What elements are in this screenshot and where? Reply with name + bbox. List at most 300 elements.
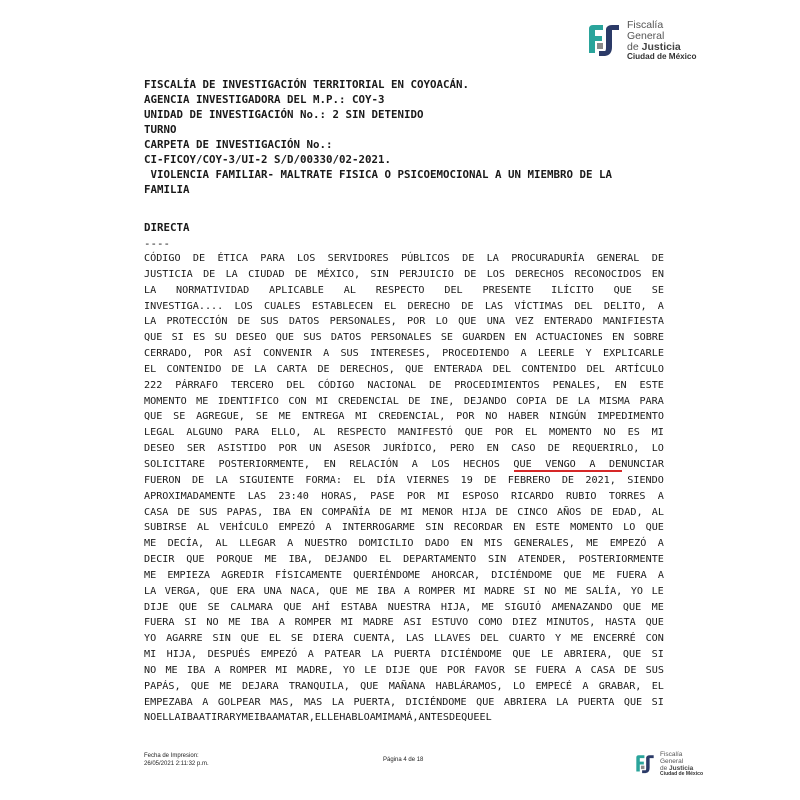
word: QUE (186, 554, 205, 566)
section-separator: ---- (144, 237, 171, 250)
word: EN (612, 332, 625, 344)
word: ENTREGA (301, 411, 345, 423)
word: HABLÁRAMOS, (435, 680, 503, 692)
fiscalia-logo-top (585, 20, 696, 62)
word: FUERON (144, 474, 181, 486)
word: FÍSICAMENTE (274, 569, 343, 581)
logo-small-line-1: Fiscalía (660, 751, 683, 758)
word: EN (512, 522, 526, 534)
word: LLAVES (433, 633, 471, 645)
header-line: FISCALÍA DE INVESTIGACIÓN TERRITORIAL EN COYOACÁN. (144, 78, 470, 91)
word: ME (144, 538, 157, 550)
word: COMPAÑÍA (321, 506, 371, 518)
word: ME (241, 712, 254, 724)
word: COPIA (516, 395, 547, 407)
word: LA (144, 284, 157, 296)
word: DICIÉNDOME (405, 696, 467, 708)
word: PATEAR (324, 649, 361, 661)
word: MI (651, 427, 664, 439)
word: POR (446, 664, 466, 676)
word: QUE (512, 649, 531, 661)
logo-small-line-3-bold: Justicia (669, 764, 694, 772)
word: ASISTIDO (217, 443, 267, 455)
word: PUERTA (393, 649, 431, 661)
word: PUERTA, (353, 696, 397, 708)
statement-line (144, 489, 664, 505)
word: MANIFESTÓ (397, 427, 453, 439)
word: PORQUE (216, 554, 253, 566)
word: CASA (144, 506, 169, 518)
word: HABER (508, 411, 539, 423)
word: EMPEZABA (144, 696, 193, 708)
word: NACA, (290, 585, 321, 597)
word: CÓDIGO (144, 253, 181, 264)
word: MAÑANA (388, 680, 426, 692)
statement-line (144, 473, 664, 489)
word: YO (630, 585, 644, 597)
word: QUE (178, 601, 198, 613)
word: QUE (275, 332, 295, 344)
word: LOS (486, 268, 505, 280)
word: ESTE (639, 379, 664, 391)
fiscalia-logo-bottom (634, 752, 703, 778)
word: SERVIDORES (327, 253, 389, 264)
word: PERSONALES, (329, 316, 397, 328)
word: DIEZ (512, 617, 537, 629)
word: ESTABLECEN (311, 300, 373, 312)
word: IBA (180, 712, 199, 724)
header-line: TURNO (144, 123, 177, 136)
word: SI (523, 585, 536, 597)
logo-line-4: Ciudad de México (627, 52, 697, 62)
word: AL (313, 427, 326, 439)
word: ERA (236, 585, 256, 597)
word: EL (314, 712, 327, 724)
word: A (278, 617, 285, 629)
word: MADRE, (297, 664, 334, 676)
word: LOS (297, 253, 316, 264)
print-date-label: Fecha de Impresion: (144, 753, 199, 759)
header-line: CI-FICOY/COY-3/UI-2 S/D/00330/02-2021. (144, 153, 392, 166)
word: PERSONALES (370, 332, 432, 344)
word: ME (592, 569, 606, 581)
word: INTERROGARME (341, 522, 415, 534)
word: DERECHO (407, 300, 451, 312)
word: EL (144, 363, 157, 375)
word: ME (228, 617, 241, 629)
word: SE (290, 633, 304, 645)
word: ATENDER, (518, 554, 567, 566)
word: CIUDAD (248, 268, 285, 280)
word: GRABAR, (598, 680, 642, 692)
word: HIJA, (440, 601, 472, 613)
word: GUARDEN (462, 332, 505, 344)
word: NO (144, 664, 157, 676)
word: MI (355, 411, 368, 423)
word: ACTUACIONES (535, 332, 603, 344)
word: POR (278, 443, 297, 455)
word: MANIFIESTA (602, 316, 664, 328)
word: MAMÁ, (388, 712, 419, 724)
word: CASO (511, 443, 536, 455)
word: MIS (484, 538, 503, 550)
word: DADO (424, 538, 450, 550)
word: POR (456, 411, 475, 423)
word: VERGA, (164, 585, 202, 597)
word: DEL (586, 363, 605, 375)
word: AMENAZANDO (551, 601, 613, 613)
header-line: CARPETA DE INVESTIGACIÓN No.: (144, 138, 333, 151)
word: EMPEZÓ (278, 522, 316, 534)
word: EN (460, 538, 473, 550)
page-number: Página 4 de 18 (383, 757, 424, 763)
word: LA (254, 363, 267, 375)
word: POSTERIORMENTE, (218, 458, 310, 470)
word: DE (231, 363, 244, 375)
word: SU (214, 332, 227, 344)
word: CUENTA, (353, 633, 396, 645)
word: LA (144, 316, 157, 328)
word: EDAD, (612, 506, 643, 518)
word: DIERA (312, 633, 344, 645)
word: ROMPER (418, 585, 456, 597)
word: LA (144, 585, 157, 597)
word: SIN (487, 554, 507, 566)
word: FAVOR (474, 664, 505, 676)
word: HASTA (605, 617, 636, 629)
word: SE (207, 601, 220, 613)
word: CARTA (276, 363, 308, 375)
fgj-emblem-icon (634, 754, 656, 775)
logo-line-2: General (627, 30, 665, 43)
word: A (411, 458, 418, 470)
logo-wordmark-small (660, 752, 703, 778)
word: PARA (260, 253, 285, 264)
word: QUE (144, 332, 163, 344)
word: QUE (360, 680, 379, 692)
word: MISMA (599, 395, 630, 407)
word: A (323, 348, 330, 360)
word: IBA, (288, 554, 313, 566)
word: QUE (563, 569, 582, 581)
word: CUARTO (508, 633, 546, 645)
word: SE (255, 411, 268, 423)
word: CONTENIDO (166, 363, 222, 375)
word: DE (379, 506, 392, 518)
word: PROTECCIÓN (166, 316, 228, 328)
word: DE (556, 395, 569, 407)
word: HIJA (462, 506, 487, 518)
word: EL (524, 427, 538, 439)
word: MAS, (270, 696, 295, 708)
word: A (287, 538, 294, 550)
word: TRANQUILA, (288, 680, 350, 692)
word: APLICABLE (269, 284, 324, 296)
word: NO (544, 585, 557, 597)
word: MATAR, (278, 712, 315, 724)
word: NORMATIVIDAD (176, 284, 250, 296)
word: DE (317, 363, 330, 375)
word: LA (215, 474, 228, 486)
word: SOBRE (633, 332, 664, 344)
word: LAS (405, 633, 425, 645)
word: EN (614, 379, 627, 391)
word: LO (435, 316, 448, 328)
word: MADRE (484, 585, 515, 597)
word: DE (547, 443, 560, 455)
word: ME (481, 601, 495, 613)
word: EMPEZÓ (260, 649, 298, 661)
word: QUE (645, 522, 664, 534)
word: NUESTRO (304, 538, 348, 550)
word: DESPUÉS (207, 649, 251, 661)
word: A (202, 696, 209, 708)
statement-line (144, 267, 664, 283)
word: DESEO (235, 332, 267, 344)
word: A (325, 522, 332, 534)
word: SIN (370, 268, 389, 280)
word: PERJUICIO (399, 268, 454, 280)
word: TERCERO (230, 379, 274, 391)
word: DICIÉNDOME (440, 649, 502, 661)
word: IBA (272, 506, 291, 518)
word: NINGÚN (549, 411, 587, 423)
word: Y (585, 348, 592, 360)
word: INTERESES, (369, 348, 431, 360)
word: PASE (370, 490, 395, 502)
word: QUE (613, 284, 632, 296)
word: EL (384, 300, 397, 312)
word: AGREDIR (221, 569, 264, 581)
word: VEZ (515, 316, 534, 328)
logo-line-1: Fiscalía (627, 19, 664, 31)
logo-wordmark (627, 20, 696, 62)
statement-line (144, 552, 664, 568)
word: GENERAL (596, 253, 640, 264)
word: DESEO (144, 443, 175, 455)
word: EMPEZÓ (609, 538, 647, 550)
word: CON (288, 395, 307, 407)
word: PAPAS, (226, 506, 264, 518)
section-title: DIRECTA (144, 221, 190, 234)
word: PERO (449, 443, 475, 455)
word: UNA (263, 585, 282, 597)
statement-line (144, 600, 664, 616)
word: CALMARA (230, 601, 273, 613)
word: EL (156, 712, 169, 724)
word: DE (237, 316, 250, 328)
word: POR (204, 348, 223, 360)
word: LA (225, 268, 238, 280)
case-header (144, 77, 664, 197)
word: VÍCTIMAS (514, 300, 564, 312)
word: ME (278, 411, 291, 423)
word: DE (294, 268, 308, 280)
word: VENGO (545, 458, 576, 470)
statement-line (144, 425, 664, 441)
word: DIJE (385, 664, 411, 676)
word: A (520, 348, 527, 360)
word: EXPLICARLE (602, 348, 664, 360)
word: ESPOSO (462, 490, 499, 502)
word: NUESTRA (387, 601, 431, 613)
word: LEERLE (537, 348, 575, 360)
word: DERECHOS, (339, 363, 395, 375)
word: LAS (484, 300, 504, 312)
word: EL (268, 633, 282, 645)
word: DE (429, 379, 442, 391)
word: CASA (590, 664, 615, 676)
word: RECONOCIDOS (574, 268, 642, 280)
word: IBA (377, 585, 396, 597)
word: AGREGUE, (196, 411, 245, 423)
word: DE (590, 506, 603, 518)
print-date-block (144, 752, 209, 768)
word: MADRE (363, 617, 394, 629)
statement-line (144, 299, 664, 315)
header-line: AGENCIA INVESTIGADORA DEL M.P.: COY-3 (144, 93, 385, 106)
word: SOLICITARE (144, 458, 205, 470)
word: PAPÁS, (144, 680, 181, 692)
word: A (657, 569, 664, 581)
word: JURÍDICO, (382, 443, 438, 455)
word: UNA (486, 316, 505, 328)
word: DEL (286, 379, 305, 391)
word: DOMICILIO (358, 538, 414, 550)
word: CUALES (264, 300, 301, 312)
word: DIJE (144, 601, 169, 613)
word: CON (645, 633, 664, 645)
word: CONTENIDO (521, 363, 577, 375)
print-date-value: 26/05/2021 2:11:32 p.m. (144, 761, 209, 767)
word: A (657, 490, 664, 502)
word: FUERA (535, 664, 567, 676)
statement-line (144, 568, 664, 584)
word: AL (196, 522, 210, 534)
word: TIRAR (205, 712, 236, 724)
word: SUS (645, 664, 664, 676)
statement-line (144, 314, 664, 330)
word: APROXIMADAMENTE (144, 490, 236, 502)
word: A (369, 712, 376, 724)
word: LA (331, 696, 344, 708)
word: QUE (209, 585, 229, 597)
word: LE (541, 649, 554, 661)
word: ME (165, 664, 178, 676)
word: ME (196, 395, 209, 407)
word: HIJA, (166, 649, 198, 661)
word: ALGUNO (186, 427, 223, 439)
word: POSTERIORMENTE (578, 554, 664, 566)
word: DEPARTAMENTO (403, 554, 477, 566)
word: NACIONAL (367, 379, 417, 391)
word: AHÍ (312, 601, 331, 613)
word: DÍA (376, 474, 396, 486)
word: ANTES (418, 712, 449, 724)
word: DEL (492, 363, 512, 375)
word: ME (144, 569, 157, 581)
word: REQUERIRLO, (572, 443, 640, 455)
word: A (575, 664, 582, 676)
word: FORMA: (305, 474, 342, 486)
word: PÁRRAFO (175, 379, 218, 391)
word: ILÍCITO (551, 284, 594, 296)
word: ESTE (535, 522, 560, 534)
word: EN (514, 332, 527, 344)
word: UN (309, 443, 322, 455)
word: DEJARA (241, 680, 279, 692)
word: PROCEDIMIENTOS (454, 379, 540, 391)
word: DICIÉNDOME (491, 569, 553, 581)
word: SUS (303, 332, 322, 344)
word: LA (371, 649, 384, 661)
word: LO (651, 443, 664, 455)
word: A (582, 680, 589, 692)
word: LLEGAR (239, 538, 276, 550)
word: ME (564, 585, 578, 597)
word: PUERTA (577, 696, 615, 708)
word: EN (651, 268, 664, 280)
word: DE (192, 253, 206, 264)
word: A (657, 300, 664, 312)
statement-line (144, 679, 664, 695)
word: LA (486, 253, 499, 264)
logo-line-3-bold: Justicia (641, 41, 681, 54)
word: AL (215, 538, 228, 550)
word: CREDENCIAL (337, 395, 399, 407)
word: A (589, 458, 596, 470)
word: ENTERADA (433, 363, 483, 375)
word: 2021, (585, 474, 616, 486)
word: LOS (431, 458, 450, 470)
word: ROMPER (294, 617, 332, 629)
word: DE (561, 474, 575, 486)
word: SE (651, 284, 664, 296)
word: ME (356, 585, 369, 597)
word: MI (275, 664, 288, 676)
word: SUS (199, 506, 218, 518)
word: SE (514, 664, 527, 676)
word: IMPEDIMENTO (596, 411, 664, 423)
word: SIGUIENTE (239, 474, 294, 486)
word: YO (144, 633, 157, 645)
word: CINCO (517, 506, 548, 518)
word: ME (264, 554, 277, 566)
word: DERECHOS (515, 268, 565, 280)
word: SIN (212, 633, 231, 645)
word: QUE (513, 458, 532, 470)
word: HECHOS (463, 458, 500, 470)
word: QUE (144, 411, 163, 423)
word: TORRES (608, 490, 646, 502)
word: LEGAL (144, 427, 175, 439)
statement-line (144, 631, 664, 647)
word: ENTERADO (543, 316, 593, 328)
word: DE (484, 474, 497, 486)
word: INE, (430, 395, 455, 407)
word: DE (462, 253, 475, 264)
word: JUSTICIA (144, 268, 193, 280)
word: POR (406, 490, 426, 502)
word: LA (556, 696, 569, 708)
word: EL (479, 712, 492, 724)
word: ES (193, 332, 206, 344)
word: ASÍ (233, 348, 252, 360)
word: DATOS (330, 332, 362, 344)
word: EMPECÉ (535, 680, 573, 692)
statement-line (144, 409, 664, 425)
word: ELLO, (270, 427, 302, 439)
